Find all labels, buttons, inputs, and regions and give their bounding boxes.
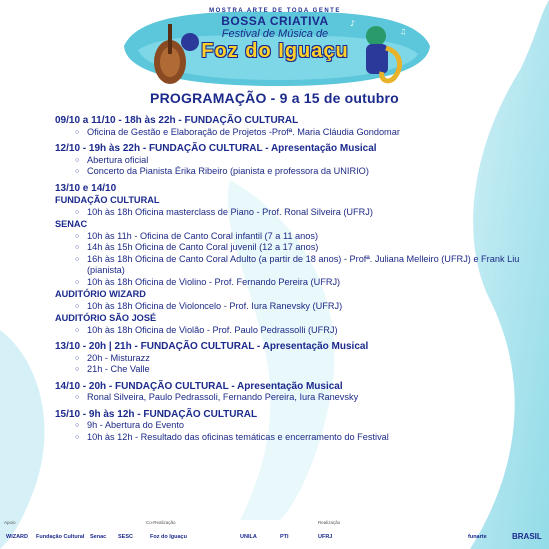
section-items <box>55 231 525 289</box>
list-item: ○ 10h às 11h - Oficina de Canto Coral infantil (7 a 11 anos) <box>75 231 525 243</box>
festival-logo <box>175 8 375 63</box>
section-items <box>55 155 525 178</box>
list-item: ○ 10h às 18h Oficina de Violino - Prof. Fernando Pereira (UFRJ) <box>75 277 525 289</box>
section-heading: 14/10 - 20h - FUNDAÇÃO CULTURAL - Apresentação Musical <box>55 380 343 392</box>
section-items <box>55 420 525 443</box>
venue-heading: AUDITÓRIO WIZARD <box>55 289 146 299</box>
venue-heading: SENAC <box>55 219 88 229</box>
section-items <box>55 392 525 404</box>
footer-label: Realização <box>318 520 341 525</box>
svg-text:♫: ♫ <box>400 28 407 36</box>
section-items <box>55 325 525 337</box>
list-item: ○ 9h - Abertura do Evento <box>75 420 525 432</box>
logo-tagline: MOSTRA ARTE DE TODA GENTE <box>209 8 341 14</box>
list-item: ○ 10h às 18h Oficina masterclass de Piano - Prof. Ronal Silveira (UFRJ) <box>75 207 525 219</box>
list-item: ○ 16h às 18h Oficina de Canto Coral Adulto (a partir de 18 anos) - Profª. Juliana Melleiro (UFRJ) e Frank Liu (pianista) <box>75 254 525 277</box>
sponsor-logo: PTI <box>280 534 289 540</box>
logo-festival: Festival de Música de <box>221 28 329 40</box>
logo-bossa: BOSSA CRIATIVA <box>221 14 329 28</box>
section-items <box>55 301 525 313</box>
svg-text:♪: ♪ <box>350 19 356 28</box>
list-item: ○ 20h - Misturazz <box>75 353 525 365</box>
list-item: ○ Abertura oficial <box>75 155 525 167</box>
list-item: ○ Ronal Silveira, Paulo Pedrassoli, Fernando Pereira, Iura Ranevsky <box>75 392 525 404</box>
logo-city: Foz do Iguaçu <box>201 40 349 62</box>
section-items <box>55 207 525 219</box>
page-title: PROGRAMAÇÃO - 9 a 15 de outubro <box>150 90 399 106</box>
sponsor-logo: Fundação Cultural <box>36 534 85 540</box>
program-list <box>55 112 525 443</box>
list-item: ○ 10h às 18h Oficina de Violoncelo - Prof. Iura Ranevsky (UFRJ) <box>75 301 525 313</box>
footer-label: Apoio <box>4 520 16 525</box>
sponsor-logo: UNILA <box>240 534 257 540</box>
list-item: ○ Oficina de Gestão e Elaboração de Projetos -Profª. Maria Cláudia Gondomar <box>75 127 525 139</box>
list-item: ○ 10h às 18h Oficina de Violão - Prof. Paulo Pedrassolli (UFRJ) <box>75 325 525 337</box>
list-item: ○ 10h às 12h - Resultado das oficinas temáticas e encerramento do Festival <box>75 432 525 444</box>
section-items <box>55 353 525 376</box>
sponsor-logo: UFRJ <box>318 534 333 540</box>
sponsor-logo: BRASIL <box>512 532 542 541</box>
list-item: ○ Concerto da Pianista Érika Ribeiro (pianista e professora da UNIRIO) <box>75 166 525 178</box>
section-heading: 09/10 a 11/10 - 18h às 22h - FUNDAÇÃO CULTURAL <box>55 115 299 126</box>
section-heading: 12/10 - 19h às 22h - FUNDAÇÃO CULTURAL - Apresentação Musical <box>55 143 377 154</box>
sponsor-logo: Foz do Iguaçu <box>150 534 187 540</box>
section-heading: 13/10 - 20h | 21h - FUNDAÇÃO CULTURAL - Apresentação Musical <box>55 341 369 352</box>
footer-label: Co-Realização <box>146 520 176 525</box>
sponsor-logo: Senac <box>90 534 107 540</box>
section-heading: 15/10 - 9h às 12h - FUNDAÇÃO CULTURAL <box>55 408 258 420</box>
list-item: ○ 14h às 15h Oficina de Canto Coral juvenil (12 a 17 anos) <box>75 242 525 254</box>
section-items <box>55 127 525 139</box>
venue-heading: FUNDAÇÃO CULTURAL <box>55 195 160 205</box>
section-heading: 13/10 e 14/10 <box>55 182 117 194</box>
list-item: ○ 21h - Che Valle <box>75 364 525 376</box>
sponsor-footer <box>0 518 549 549</box>
venue-heading: AUDITÓRIO SÃO JOSÉ <box>55 313 157 323</box>
sponsor-logo: funarte <box>468 534 487 540</box>
sponsor-logo: SESC <box>118 534 133 540</box>
sponsor-logo: WIZARD <box>6 534 28 540</box>
